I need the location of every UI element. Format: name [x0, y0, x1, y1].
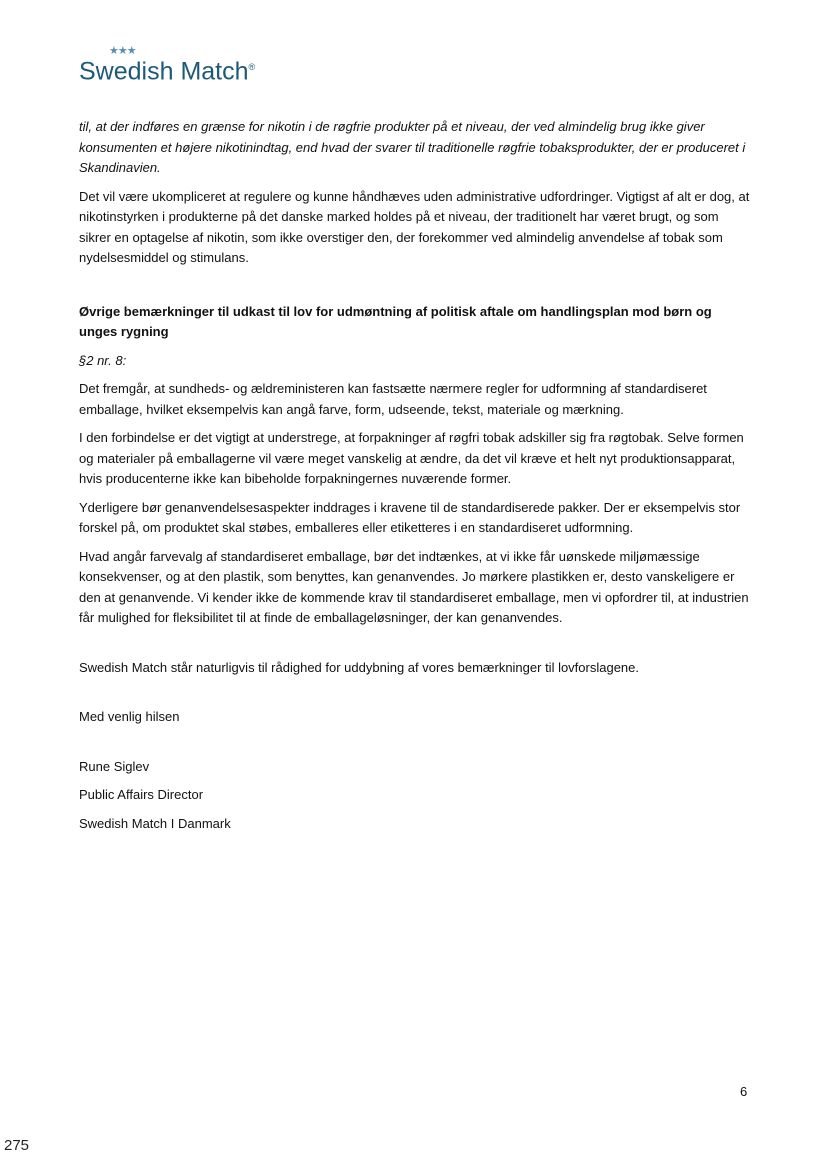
- logo-stars-icon: ★★★: [109, 45, 136, 57]
- paragraph-packaging-form: I den forbindelse er det vigtigt at understrege, at forpakninger af røgfri tobak adskiller sig fra røgtobak. Selve formen og materialer på emballagerne vil være meget vanskelig at ændre, da det vil kræve et helt nyt produktionsapparat, hvis producenterne ikke kan bibeholde forpakningernes nuværende former.: [79, 430, 744, 486]
- section-heading: Øvrige bemærkninger til udkast til lov for udmøntning af politisk aftale om handlingsplan mod børn og unges rygning: [79, 303, 712, 339]
- signer-title: Public Affairs Director: [79, 787, 204, 802]
- paragraph-recycling: Yderligere bør genanvendelsesaspekter inddrages i kravene til de standardiserede pakker. Der er eksempelvis stor forskel på, om produktet skal støbes, emballeres eller etiketteres i en standardiseret udformning.: [79, 499, 741, 535]
- document-page-counter: 275: [4, 1137, 30, 1154]
- section-reference: §2 nr. 8:: [79, 352, 127, 368]
- paragraph-color-choice: Hvad angår farvevalg af standardiseret emballage, bør det indtænkes, at vi ikke får uønskede miljømæssige konsekvenser, og at den plastik, som benyttes, kan genanvendes. Jo mørkere plastikken er, desto vanskeligere er den at genanvende. Vi kender ikke de kommende krav til standardiseret emballage, men vi opfordrer til, at industrien får mulighed for fleksibilitet til at finde de emballageløsninger, der kan genanvendes.: [79, 548, 749, 625]
- signer-name: Rune Siglev: [79, 758, 150, 774]
- registered-mark: ®: [248, 62, 256, 72]
- logo-text: [79, 52, 255, 86]
- paragraph-availability: Swedish Match står naturligvis til rådighed for uddybning af vores bemærkninger til lovforslagene.: [79, 659, 640, 675]
- paragraph-regulation: Det vil være ukompliceret at regulere og kunne håndhæves uden administrative udfordringer. Vigtigst af alt er dog, at nikotinstyrken i produkterne på det danske marked holdes på et niveau, der traditionelt har været brugt, og som sikrer en optagelse af nikotin, som ikke overstiger den, der forekommer ved almindelig anvendelse af tobak som nydelsesmiddel og stimulans.: [79, 188, 750, 265]
- logo-wordmark: Swedish Match: [79, 57, 249, 86]
- closing-salutation: Med venlig hilsen: [79, 709, 180, 724]
- page-number: 6: [740, 1084, 748, 1099]
- intro-paragraph: til, at der indføres en grænse for nikotin i de røgfrie produkter på et niveau, der ved almindelig brug ikke giver konsumenten et højere nikotinindtag, end hvad der svarer til traditionelle røgfrie tobaksprodukter, der er produceret i Skandinavien.: [79, 119, 746, 175]
- paragraph-standardized-packaging: Det fremgår, at sundheds- og ældreministeren kan fastsætte nærmere regler for udformning af standardiseret emballage, hvilket eksempelvis kan angå farve, form, udseende, tekst, materiale og mærkning.: [79, 381, 707, 417]
- signer-company: Swedish Match I Danmark: [79, 815, 231, 831]
- document-body: [79, 117, 750, 842]
